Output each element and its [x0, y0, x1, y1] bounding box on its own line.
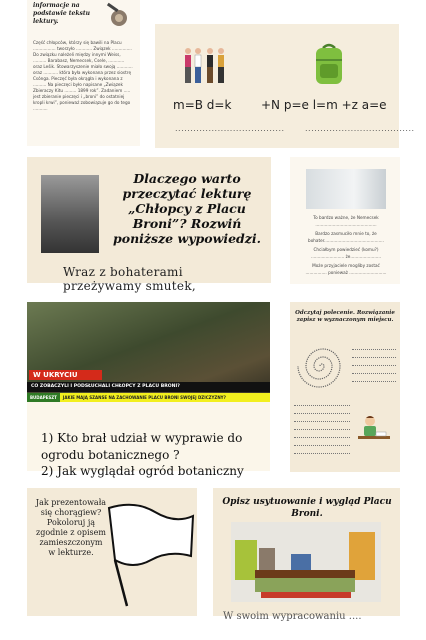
- worksheet-card-why-read: [27, 157, 271, 293]
- worksheet-card-sentences: [290, 157, 400, 284]
- section-badge: W UKRYCIU: [29, 370, 102, 380]
- location-tag: BUDAPESZT: [27, 393, 60, 402]
- flag-outline: [105, 498, 195, 610]
- worksheet-card-square: [213, 488, 400, 622]
- rebus-formula-left: m=B d=k: [173, 98, 232, 112]
- answer-line: ......................... że.......................: [311, 254, 381, 259]
- answer-line-right: ....................................: [305, 124, 415, 133]
- answer-line: ..............................................: [315, 222, 377, 227]
- card-heading: informacje na podstawie tekstu lektury.: [33, 2, 91, 25]
- sick-boy-photo: [306, 169, 386, 209]
- question-1: 1) Kto brał udział w wyprawie do ogrodu botanicznego ?: [41, 431, 243, 462]
- answer-line-left: ....................................: [175, 124, 285, 133]
- worksheet-card-flag: [27, 488, 197, 616]
- girls-illustration: [181, 46, 229, 88]
- card-heading: Odczytaj polecenie. Rozwiązanie zapisz w wyznaczonym miejscu.: [295, 310, 395, 323]
- question-2: 2) Jak wyglądał ogród botaniczny: [41, 464, 244, 478]
- child-writing-illustration: [356, 414, 392, 444]
- worksheet-card-spiral: [290, 302, 400, 472]
- answer-lines-lower: [294, 398, 350, 454]
- rebus-formula-right: +N p=e l=m +z a=e: [261, 98, 387, 112]
- card-title: Opisz usytuowanie i wygląd Placu Broni.: [222, 497, 392, 519]
- answer-line: ................ ponieważ ............................: [305, 270, 387, 275]
- question-band: CO ZOBACZYLI I PODSŁUCHALI CHŁOPCY Z PLACU BRONI?: [27, 382, 270, 392]
- sentence-line: To bardzo ważne, że Nemecsek: [313, 215, 379, 220]
- worksheet-card-fill-in: [27, 0, 140, 146]
- question-band-2: [27, 393, 270, 402]
- card-title: Dlaczego warto przeczytać lekturę „Chłopcy z Placu Broni”? Rozwiń poniższe wypowiedzi.: [113, 171, 261, 246]
- band-text: JAKIE MAJĄ SZANSE NA ZACHOWANIE PLACU BRONI SWOJEJ DZICZYZNY?: [62, 395, 226, 400]
- worksheet-card-rebus: [155, 24, 415, 148]
- square-model-photo: [231, 522, 381, 602]
- sentence-line: Chciałbym powiedzieć (komu?): [313, 247, 379, 252]
- pen-icon: [105, 4, 131, 28]
- flag-question: Jak prezentowała się chorągiew? Pokoloruj ją zgodnie z opisem zamieszczonym w lekturze.: [35, 498, 107, 557]
- sentence-line: Może przyjaciele mogliby zostać: [312, 263, 380, 268]
- worksheet-card-botanical: [27, 302, 270, 478]
- sentence-line: Bardzo zasmuciło mnie to, że: [315, 231, 377, 236]
- card-text: Wraz z bohaterami przeżywamy smutek,: [63, 265, 197, 293]
- boy-photo: [41, 175, 99, 253]
- backpack-illustration: [311, 42, 347, 86]
- answer-line: bohater.............................................: [308, 238, 384, 243]
- answer-lines: [352, 342, 396, 382]
- card-tail-text: W swoim wypracowaniu ....: [223, 611, 362, 622]
- fill-in-text: Część chłopców, którzy się bawili na Placu ................. tworzyło ............ Związek ............... Do związku należeli między innymi Weiss, .......... Barabasz, Nemecsek, Csele, ............ oraz Leśik. Stowarzyszenie miało swoją ............ oraz ........... która była wykonana przez siostrę Csónga. Pieczęć była okrągła i wykonana z .......... Na pieczęci było napisane „Związek Zbieraczy Kitu ......... 1899 rok”. Zadaniem ..... jest zbieranie pieczęci i „broni” do ostatniej kropli krwi”, ponieważ zobowiązuje go do tego ...........: [33, 40, 133, 111]
- spiral-text-graphic: [294, 338, 350, 394]
